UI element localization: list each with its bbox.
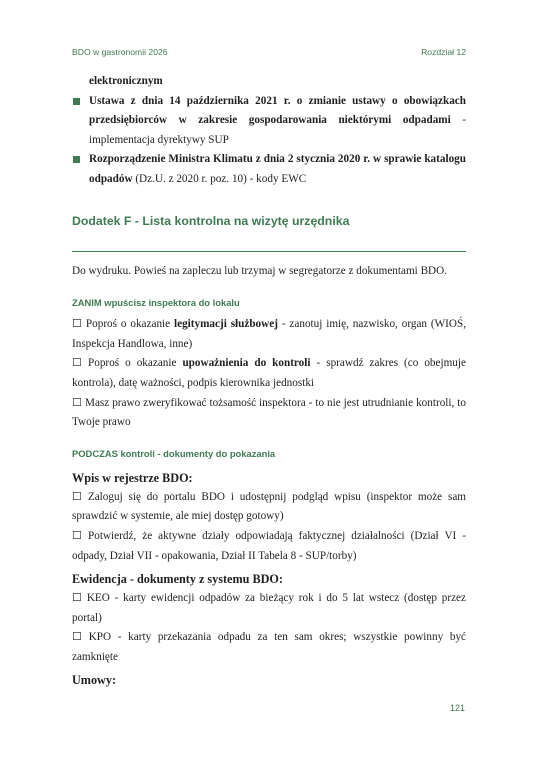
- checklist-item: ☐ Zaloguj się do portalu BDO i udostępnij podgląd wpisu (inspektor może sam sprawdzić w systemie, ale miej dostęp gotowy): [72, 490, 466, 523]
- checklist-item: ☐ Masz prawo zweryfikować tożsamość inspektora - to nie jest utrudnianie kontroli, to Twoje prawo: [72, 396, 466, 429]
- chapter-label: Rozdział 12: [421, 47, 466, 57]
- page-number: 121: [449, 703, 465, 713]
- bullet-text: - implementacja dyrektywy SUP: [89, 114, 466, 146]
- page-content: [72, 72, 466, 690]
- checklist-item: ☐ Poproś o okazanie upoważnienia do kontroli - sprawdź zakres (co obejmuje kontrola), datę ważności, podpis kierownika jednostki: [72, 357, 466, 389]
- appendix-title: Dodatek F - Lista kontrolna na wizytę urzędnika: [72, 213, 350, 228]
- print-note: Do wydruku. Powieś na zapleczu lub trzymaj w segregatorze z dokumentami BDO.: [72, 264, 447, 277]
- page-header: [72, 47, 466, 57]
- bullet-text: (Dz.U. z 2020 r. poz. 10) - kody EWC: [132, 172, 307, 185]
- group-title-contracts: Umowy:: [72, 673, 117, 688]
- checklist-item: ☐ Poproś o okazanie legitymacji służbowej - zanotuj imię, nazwisko, organ (WIOŚ, Inspekcja Handlowa, inne): [72, 318, 467, 350]
- square-bullet-icon: [73, 98, 80, 105]
- running-title: BDO w gastronomii 2026: [72, 47, 168, 57]
- bullet-item: [72, 92, 466, 151]
- checklist-before: [72, 315, 466, 433]
- square-bullet-icon: [73, 156, 80, 163]
- group-title-records: Ewidencja - dokumenty z systemu BDO:: [72, 572, 283, 587]
- section-label-before: ZANIM wpuścisz inspektora do lokalu: [72, 297, 240, 309]
- bullet-bold-text: Rozporządzenie Ministra Klimatu z dnia 2 stycznia 2020 r. w sprawie katalogu odpadów: [89, 153, 466, 185]
- bullet-bold-text: Ustawa z dnia 14 października 2021 r. o zmianie ustawy o obowiązkach przedsiębiorców w zakresie gospodarowania niektórymi odpadami: [89, 94, 466, 127]
- group-title-registry: Wpis w rejestrze BDO:: [72, 470, 193, 485]
- checklist-item: ☐ Potwierdź, że aktywne działy odpowiadają faktycznej działalności (Dział VI - odpady, Dział VII - opakowania, Dział II Tabela 8 - SUP/torby): [72, 529, 466, 562]
- bullet-continuation: elektronicznym: [89, 75, 163, 87]
- section-label-during: PODCZAS kontroli - dokumenty do pokazania: [72, 447, 276, 459]
- divider: [72, 251, 466, 252]
- checklist-item: ☐ KEO - karty ewidencji odpadów za bieżący rok i do 5 lat wstecz (dostęp przez portal): [72, 592, 466, 624]
- checklist-item: ☐ KPO - karty przekazania odpadu za ten sam okres; wszystkie powinny być zamknięte: [72, 631, 466, 663]
- bullet-item: [72, 150, 466, 189]
